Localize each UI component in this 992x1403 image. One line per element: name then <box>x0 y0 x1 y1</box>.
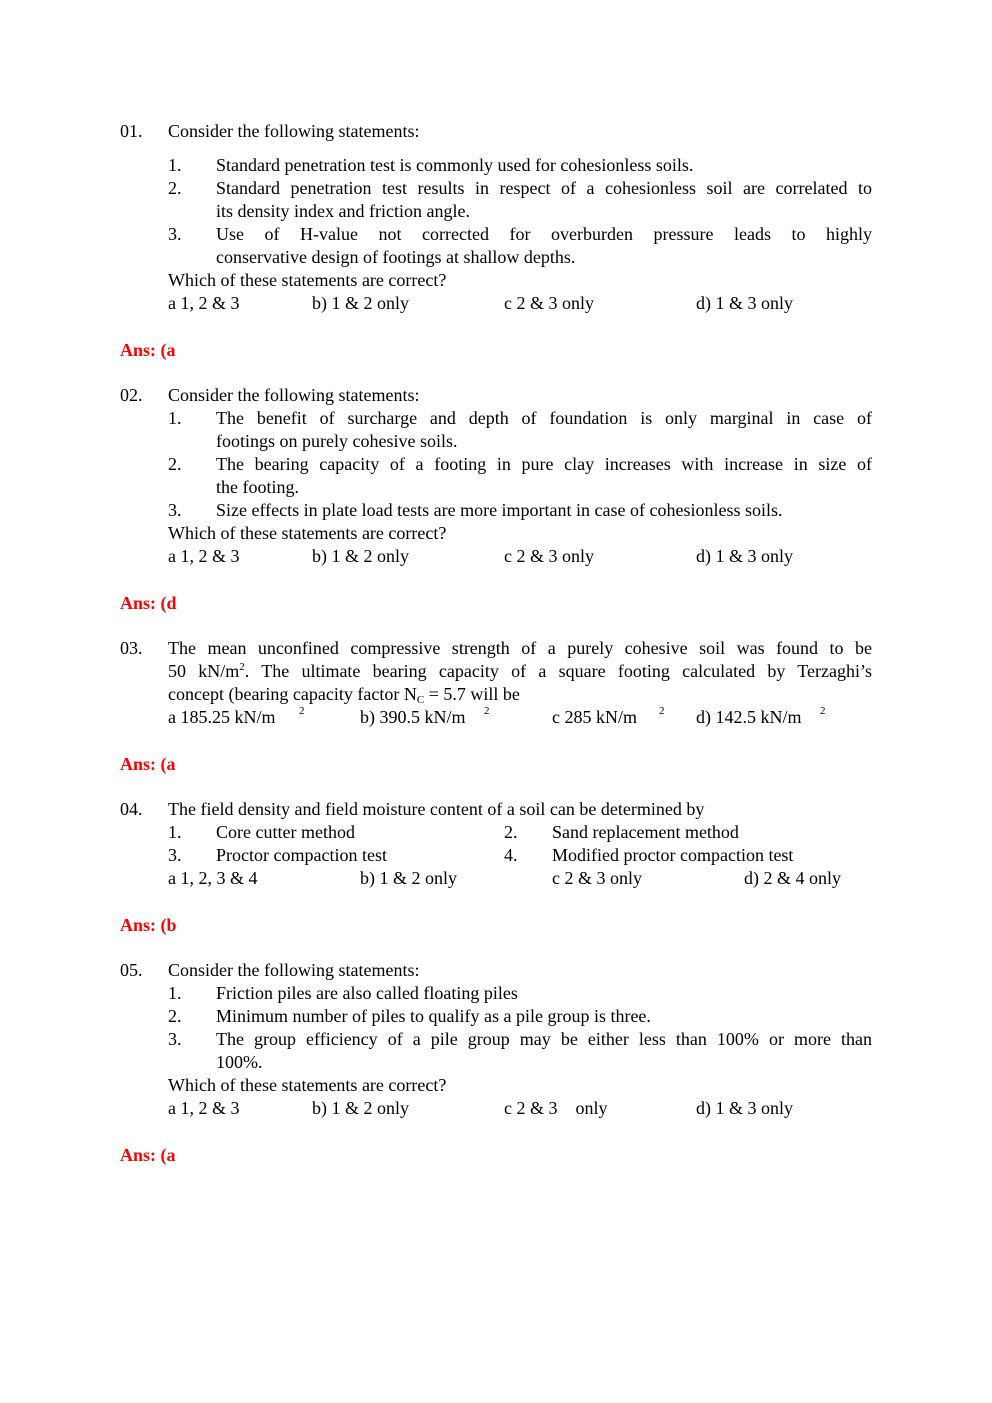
method-text: Proctor compaction test <box>216 845 387 865</box>
option-d: d) 2 & 4 only <box>744 868 841 888</box>
statement-text: Standard penetration test is commonly used for cohesionless soils. <box>216 155 694 175</box>
question-stem: Consider the following statements: <box>168 121 420 141</box>
answer: Ans: (b <box>120 915 177 935</box>
statement-text: The group efficiency of a pile group may be either less than 100% or more than <box>216 1029 872 1049</box>
answer: Ans: (a <box>120 340 176 360</box>
question-prompt: Which of these statements are correct? <box>168 523 447 543</box>
method-text: Sand replacement method <box>552 822 739 842</box>
statement-number: 2. <box>168 178 182 198</box>
question-stem: Consider the following statements: <box>168 385 420 405</box>
question-stem-line-3 <box>168 683 520 706</box>
option-c: c 285 kN/m <box>552 707 637 727</box>
question-prompt: Which of these statements are correct? <box>168 270 447 290</box>
question-prompt: Which of these statements are correct? <box>168 1075 447 1095</box>
option-b: b) 1 & 2 only <box>360 868 457 888</box>
option-b: b) 390.5 kN/m <box>360 707 466 727</box>
statement-text: Minimum number of piles to qualify as a pile group is three. <box>216 1006 651 1026</box>
option-a: a 1, 2 & 3 <box>168 293 240 313</box>
question-number: 05. <box>120 960 143 980</box>
option-a: a 1, 2 & 3 <box>168 546 240 566</box>
answer: Ans: (d <box>120 593 177 613</box>
superscript: 2 <box>239 661 245 673</box>
statement-text: Size effects in plate load tests are more important in case of cohesionless soils. <box>216 500 783 520</box>
method-number: 4. <box>504 845 518 865</box>
option-b: b) 1 & 2 only <box>312 293 409 313</box>
option-d: d) 1 & 3 only <box>696 1098 793 1118</box>
option-c: c 2 & 3 only <box>504 293 594 313</box>
statement-number: 2. <box>168 1006 182 1026</box>
statement-text-cont: its density index and friction angle. <box>216 201 470 221</box>
statement-text: Use of H-value not corrected for overburden pressure leads to highly <box>216 224 872 244</box>
statement-text: The bearing capacity of a footing in pure clay increases with increase in size of <box>216 454 872 474</box>
option-a-superscript: 2 <box>299 705 305 717</box>
question-stem-line-2 <box>168 660 872 683</box>
option-d: d) 142.5 kN/m <box>696 707 802 727</box>
value-text: 50 kN/m <box>168 661 240 681</box>
option-a: a 1, 2 & 3 <box>168 1098 240 1118</box>
statement-number: 1. <box>168 983 182 1003</box>
option-b: b) 1 & 2 only <box>312 1098 409 1118</box>
statement-text-cont: conservative design of footings at shallow depths. <box>216 247 576 267</box>
method-text: Modified proctor compaction test <box>552 845 794 865</box>
option-a: a 185.25 kN/m <box>168 707 276 727</box>
question-stem: The mean unconfined compressive strength of a purely cohesive soil was found to be <box>168 638 872 658</box>
option-c: c 2 & 3 only <box>504 546 594 566</box>
option-c-superscript: 2 <box>659 705 665 717</box>
statement-number: 3. <box>168 1029 182 1049</box>
question-number: 02. <box>120 385 143 405</box>
answer: Ans: (a <box>120 754 176 774</box>
option-d: d) 1 & 3 only <box>696 293 793 313</box>
answer: Ans: (a <box>120 1145 176 1165</box>
statement-text: The benefit of surcharge and depth of foundation is only marginal in case of <box>216 408 872 428</box>
statement-text-cont: 100%. <box>216 1052 263 1072</box>
method-text: Core cutter method <box>216 822 355 842</box>
statement-number: 1. <box>168 408 182 428</box>
option-b-superscript: 2 <box>484 705 490 717</box>
method-number: 2. <box>504 822 518 842</box>
option-a: a 1, 2, 3 & 4 <box>168 868 258 888</box>
statement-number: 1. <box>168 155 182 175</box>
option-d-superscript: 2 <box>820 705 826 717</box>
statement-number: 2. <box>168 454 182 474</box>
text-segment: concept (bearing capacity factor N <box>168 684 417 704</box>
question-number: 03. <box>120 638 143 658</box>
method-number: 1. <box>168 822 182 842</box>
question-number: 04. <box>120 799 143 819</box>
statement-number: 3. <box>168 224 182 244</box>
option-b: b) 1 & 2 only <box>312 546 409 566</box>
subscript: C <box>416 694 425 706</box>
text-continuation: . The ultimate bearing capacity of a square footing calculated by Terzaghi’s <box>244 661 872 681</box>
statement-text: Standard penetration test results in respect of a cohesionless soil are correlated to <box>216 178 872 198</box>
statement-number: 3. <box>168 500 182 520</box>
question-stem: Consider the following statements: <box>168 960 420 980</box>
text-continuation: = 5.7 will be <box>424 684 520 704</box>
statement-text-cont: footings on purely cohesive soils. <box>216 431 458 451</box>
statement-text-cont: the footing. <box>216 477 299 497</box>
question-stem: The field density and field moisture content of a soil can be determined by <box>168 799 705 819</box>
question-number: 01. <box>120 121 143 141</box>
statement-text: Friction piles are also called floating piles <box>216 983 518 1003</box>
option-d: d) 1 & 3 only <box>696 546 793 566</box>
method-number: 3. <box>168 845 182 865</box>
option-c: c 2 & 3 only <box>552 868 642 888</box>
option-c: c 2 & 3 only <box>504 1098 608 1118</box>
